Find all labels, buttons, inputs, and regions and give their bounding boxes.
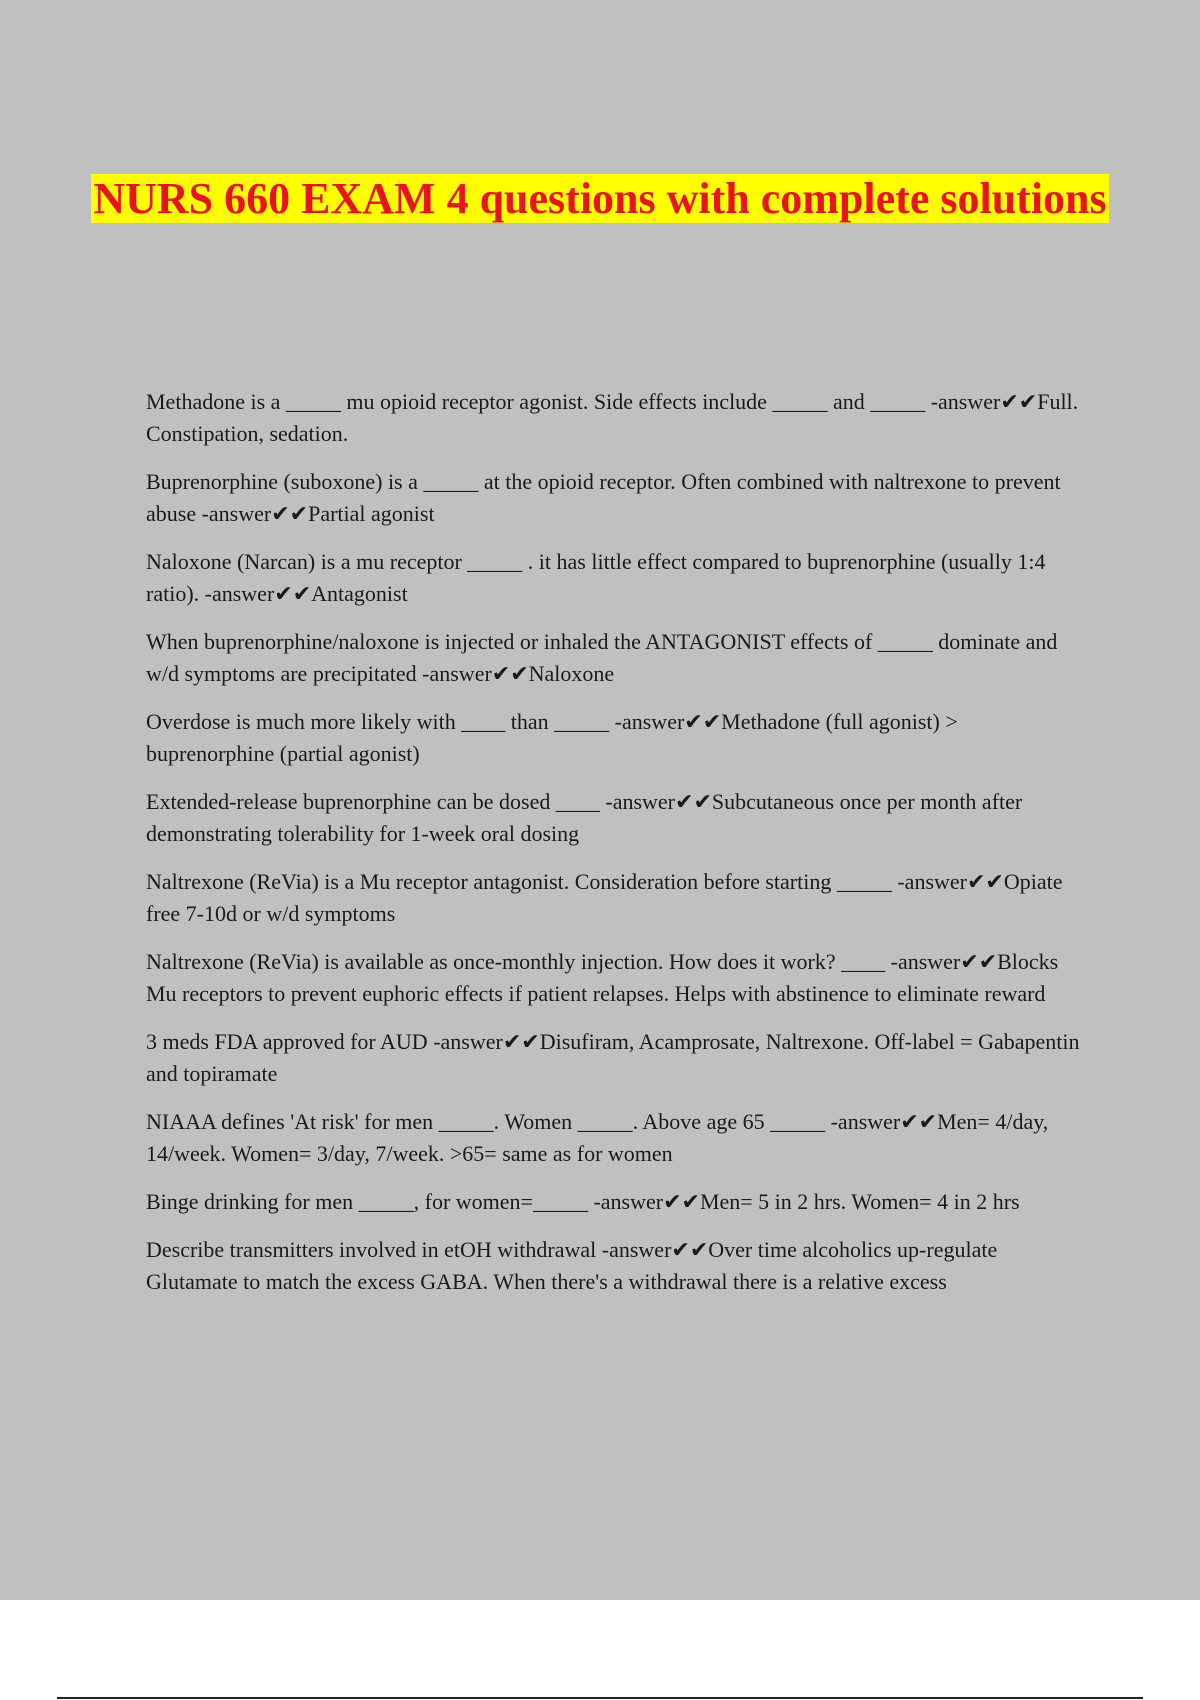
qa-item: Buprenorphine (suboxone) is a _____ at the opioid receptor. Often combined with naltrexone to prevent abuse -answer✔✔Partial agonist	[146, 469, 1061, 526]
page-footer-area	[0, 1600, 1200, 1700]
document-title: NURS 660 EXAM 4 questions with complete solutions	[93, 174, 1107, 223]
qa-item: Methadone is a _____ mu opioid receptor agonist. Side effects include _____ and _____ -answer✔✔Full. Constipation, sedation.	[146, 389, 1079, 446]
title-block	[0, 168, 1200, 229]
qa-item: Binge drinking for men _____, for women=_____ -answer✔✔Men= 5 in 2 hrs. Women= 4 in 2 hrs	[146, 1189, 1020, 1214]
qa-item: NIAAA defines 'At risk' for men _____. Women _____. Above age 65 _____ -answer✔✔Men= 4/day, 14/week. Women= 3/day, 7/week. >65= same as for women	[146, 1109, 1049, 1166]
footer-divider	[57, 1697, 1143, 1699]
qa-item: Naltrexone (ReVia) is available as once-monthly injection. How does it work? ____ -answer✔✔Blocks Mu receptors to prevent euphoric effects if patient relapses. Helps with abstinence to eliminate reward	[146, 949, 1059, 1006]
qa-item: Naltrexone (ReVia) is a Mu receptor antagonist. Consideration before starting _____ -answer✔✔Opiate free 7-10d or w/d symptoms	[146, 869, 1063, 926]
qa-item: Describe transmitters involved in etOH withdrawal -answer✔✔Over time alcoholics up-regulate Glutamate to match the excess GABA. When there's a withdrawal there is a relative excess	[146, 1237, 998, 1294]
qa-item: Naloxone (Narcan) is a mu receptor _____ . it has little effect compared to buprenorphine (usually 1:4 ratio). -answer✔✔Antagonist	[146, 549, 1046, 606]
qa-item: Extended-release buprenorphine can be dosed ____ -answer✔✔Subcutaneous once per month after demonstrating tolerability for 1-week oral dosing	[146, 789, 1023, 846]
question-answer-list	[146, 386, 1086, 1314]
qa-item: Overdose is much more likely with ____ than _____ -answer✔✔Methadone (full agonist) > buprenorphine (partial agonist)	[146, 709, 958, 766]
qa-item: 3 meds FDA approved for AUD -answer✔✔Disufiram, Acamprosate, Naltrexone. Off-label = Gabapentin and topiramate	[146, 1029, 1080, 1086]
qa-item: When buprenorphine/naloxone is injected or inhaled the ANTAGONIST effects of _____ dominate and w/d symptoms are precipitated -answer✔✔Naloxone	[146, 629, 1058, 686]
